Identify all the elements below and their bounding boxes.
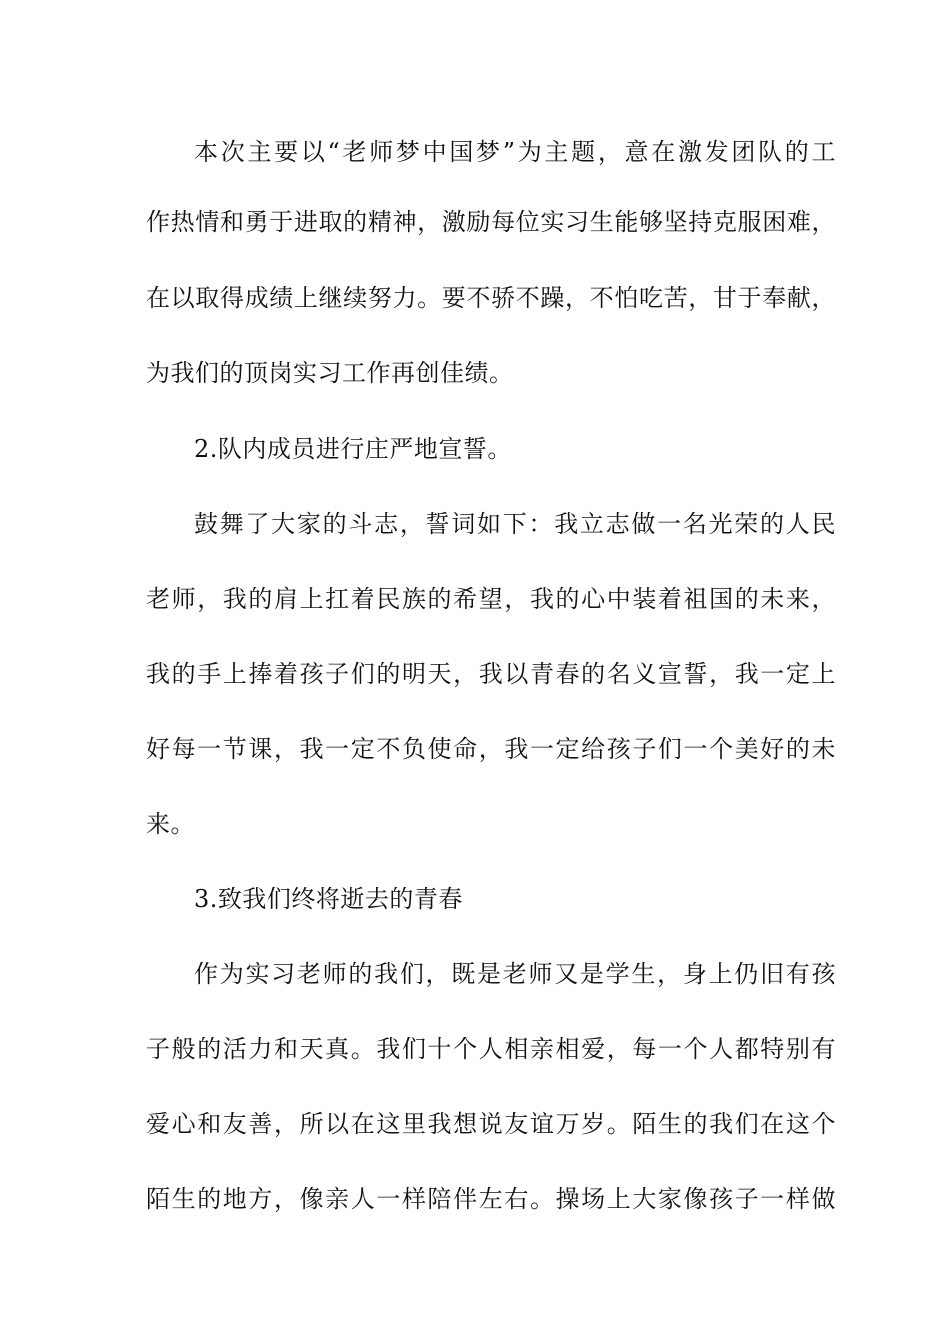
paragraph-3-line-3: 爱心和友善，所以在这里我想说友谊万岁。陌生的我们在这个 (146, 1110, 836, 1138)
paragraph-3-line-2: 子般的活力和天真。我们十个人相亲相爱，每一个人都特别有 (146, 1035, 836, 1063)
section-heading-2: 2.队内成员进行庄严地宣誓。 (194, 435, 512, 463)
paragraph-1-line-3: 在以取得成绩上继续努力。要不骄不躁，不怕吃苦，甘于奉献， (146, 284, 836, 312)
paragraph-2-line-1: 鼓舞了大家的斗志，誓词如下：我立志做一名光荣的人民 (194, 510, 836, 538)
paragraph-1-line-4: 为我们的顶岗实习工作再创佳绩。 (146, 359, 514, 387)
paragraph-1-line-2: 作热情和勇于进取的精神，激励每位实习生能够坚持克服困难， (146, 208, 836, 236)
paragraph-2-line-4: 好每一节课，我一定不负使命，我一定给孩子们一个美好的未 (146, 735, 836, 763)
paragraph-2-line-3: 我的手上捧着孩子们的明天，我以青春的名义宣誓，我一定上 (146, 660, 836, 688)
section-heading-3: 3.致我们终将逝去的青春 (194, 885, 463, 913)
paragraph-3-line-1: 作为实习老师的我们，既是老师又是学生，身上仍旧有孩 (194, 960, 836, 988)
paragraph-2-line-2: 老师，我的肩上扛着民族的希望，我的心中装着祖国的未来， (146, 585, 836, 613)
paragraph-1-line-1: 本次主要以“老师梦中国梦”为主题，意在激发团队的工 (194, 138, 836, 166)
paragraph-3-line-4: 陌生的地方，像亲人一样陪伴左右。操场上大家像孩子一样做 (146, 1185, 836, 1213)
paragraph-2-line-5: 来。 (146, 810, 195, 838)
